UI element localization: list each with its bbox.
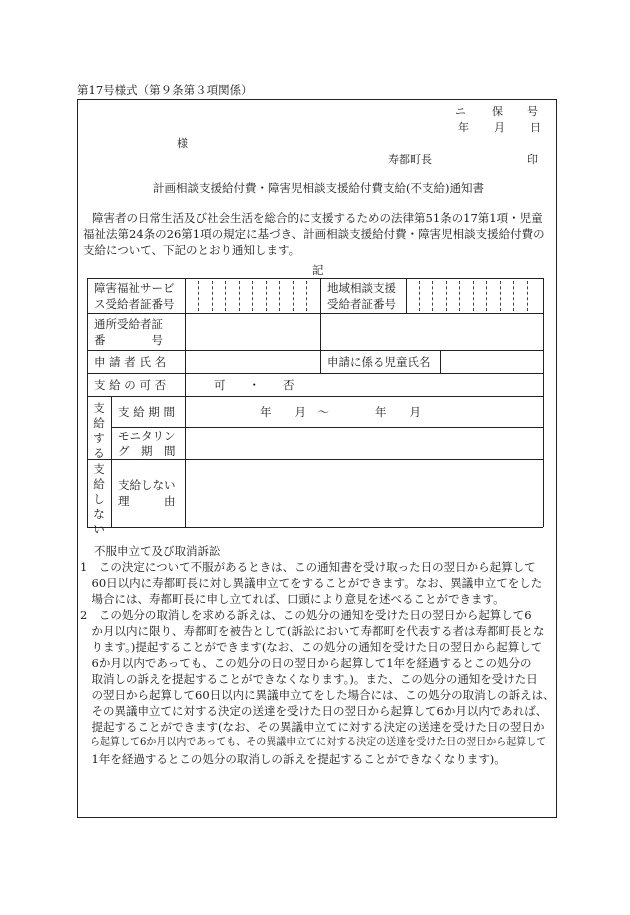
intro-line-1: 障害者の日常生活及び社会生活を総合的に支援するための法律第51条の17第1項・児童	[92, 211, 543, 225]
appeal-line: その異議申立てに対する決定の送達を受けた日の翌日から起算して6か月以内であれば、	[80, 704, 548, 718]
appeal-line: 提起することができます(なお、その異議申立てに対する決定の送達を受けた日の翌日か	[80, 720, 545, 734]
day-care-cert-label-1: 通所受給者証	[94, 317, 163, 331]
appeal-line: 取消しの訴えを提起することができなくなります。)。また、この処分の通知を受けた日	[80, 672, 538, 686]
addressee-honorific: 様	[177, 137, 188, 150]
period-label: 支 給 期 間	[118, 405, 175, 419]
issuer: 寿都町長	[388, 153, 432, 166]
ki-heading: 記	[312, 263, 324, 277]
appeal-line: か月以内に限り、寿都町を被告として(訴訟において寿都町を代表する者は寿都町長とな	[80, 624, 545, 638]
cert-number-label-2: ス受給者証番号	[94, 297, 175, 311]
date-day: 日	[530, 121, 541, 134]
date-month: 月	[494, 121, 505, 134]
cert-number-label-1: 障害福祉サービ	[94, 281, 175, 295]
decision-label: 支 給 の 可 否	[94, 378, 167, 392]
child-name-label: 申請に係る児童氏名	[327, 355, 431, 369]
nongrant-vertical-label: 支給しない	[93, 462, 105, 536]
document-title: 計画相談支援給付費・障害児相談支援給付費支給(不支給)通知書	[153, 181, 484, 195]
applicant-name-label: 申 請 者 氏 名	[94, 355, 167, 369]
seal-mark: 印	[527, 153, 538, 166]
appeal-line: 2 この処分の取消しを求める訴えは、この処分の通知を受けた日の翌日から起算して6	[80, 608, 532, 622]
form-label: 第17号様式（第９条第３項関係）	[77, 83, 253, 97]
doc-number-prefix: ニ	[455, 105, 466, 118]
period-value: 年 月 ～ 年 月	[260, 405, 421, 419]
monitoring-label-1: モニタリン	[118, 429, 176, 443]
intro-line-3: 支給について、下記のとおり通知します。	[83, 243, 301, 257]
date-year: 年	[458, 121, 469, 134]
intro-line-2: 福祉法第24条の26第1項の規定に基づき、計画相談支援給付費・障害児相談支援給付費の	[83, 227, 545, 241]
reason-label-1: 支給しない	[118, 478, 176, 492]
doc-number-ho: 保	[492, 105, 503, 118]
appeal-line: 1 この決定について不服があるときは、この通知書を受け取った日の翌日から起算して	[80, 560, 536, 574]
reason-label-2: 理 由	[118, 494, 176, 508]
day-care-cert-label-2: 番 号	[94, 333, 163, 347]
grant-vertical-label: 支給する	[93, 401, 105, 460]
doc-number-go: 号	[527, 105, 538, 118]
appeal-line: 6か月以内であっても、この処分の日の翌日から起算して1年を経過するとこの処分の	[80, 656, 532, 670]
monitoring-label-2: グ 期 間	[118, 444, 176, 458]
appeal-line: ります。)提起することができます(なお、この処分の通知を受けた日の翌日から起算して	[80, 640, 543, 654]
appeal-line: 60日以内に寿都町長に対し異議申立てをすることができます。なお、異議申立てをした	[80, 576, 543, 590]
appeal-heading: 不服申立て及び取消訴訟	[94, 544, 221, 558]
regional-cert-label-2: 受給者証番号	[327, 297, 396, 311]
regional-cert-label-1: 地域相談支援	[327, 281, 396, 295]
appeal-line: 場合には、寿都町長に申し立てれば、口頭により意見を述べることができます。	[80, 592, 505, 606]
appeal-line: ら起算して6か月以内であっても、その異議申立てに対する決定の送達を受けた日の翌日から起算して	[80, 737, 547, 748]
decision-value: 可 ・ 否	[214, 378, 295, 392]
appeal-line: の翌日から起算して60日以内に異議申立てをした場合には、この処分の取消しの訴えは、	[80, 688, 555, 702]
appeal-line: 1年を経過するとこの処分の取消しの訴えを提起することができなくなります)。	[80, 752, 506, 766]
